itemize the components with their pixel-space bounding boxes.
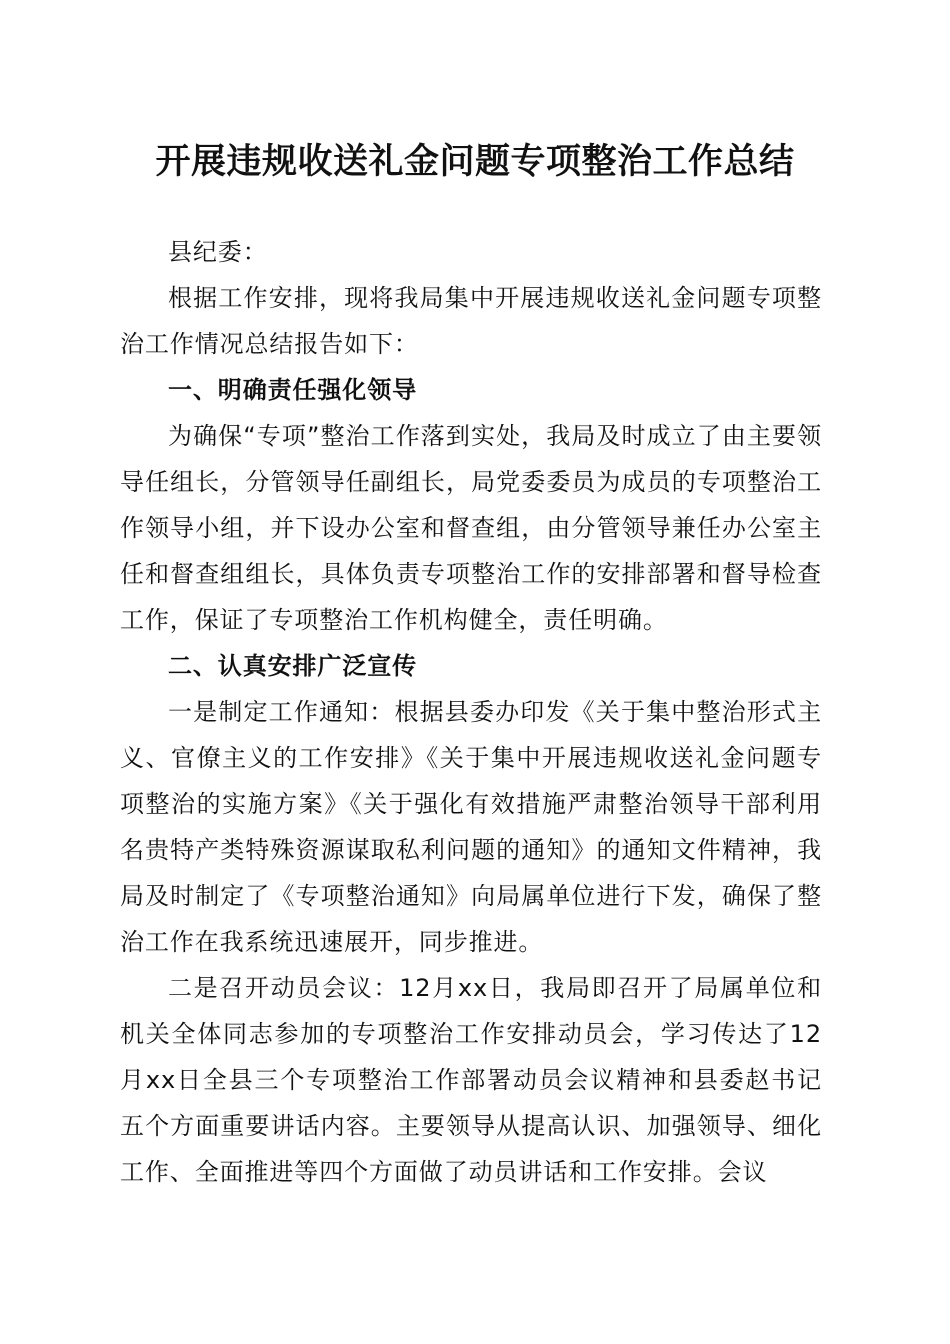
salutation: 县纪委：: [168, 238, 268, 266]
document-title: 开展违规收送礼金问题专项整治工作总结: [155, 141, 795, 182]
section-2-paragraph-2: 二是召开动员会议：12月xx日，我局即召开了局属单位和机关全体同志参加的专项整治工作安排动员会，学习传达了12月xx日全县三个专项整治工作部署动员会议精神和县委赵书记五个方面重要讲话内容。主要领导从提高认识、加强领导、细化工作、全面推进等四个方面做了动员讲话和工作安排。会议: [120, 974, 822, 1186]
intro-paragraph: 根据工作安排，现将我局集中开展违规收送礼金问题专项整治工作情况总结报告如下：: [120, 284, 822, 358]
section-heading-2: 二、认真安排广泛宣传: [168, 652, 417, 680]
section-2-paragraph-1: 一是制定工作通知：根据县委办印发《关于集中整治形式主义、官僚主义的工作安排》《关于集中开展违规收送礼金问题专项整治的实施方案》《关于强化有效措施严肃整治领导干部利用名贵特产类特殊资源谋取私利问题的通知》的通知文件精神，我局及时制定了《专项整治通知》向局属单位进行下发，确保了整治工作在我系统迅速展开，同步推进。: [120, 698, 822, 956]
section-1-paragraph-1: 为确保“专项”整治工作落到实处，我局及时成立了由主要领导任组长，分管领导任副组长，局党委委员为成员的专项整治工作领导小组，并下设办公室和督查组，由分管领导兼任办公室主任和督查组组长，具体负责专项整治工作的安排部署和督导检查工作，保证了专项整治工作机构健全，责任明确。: [120, 422, 822, 634]
document-body: [120, 229, 822, 1195]
section-heading-1: 一、明确责任强化领导: [168, 376, 417, 404]
